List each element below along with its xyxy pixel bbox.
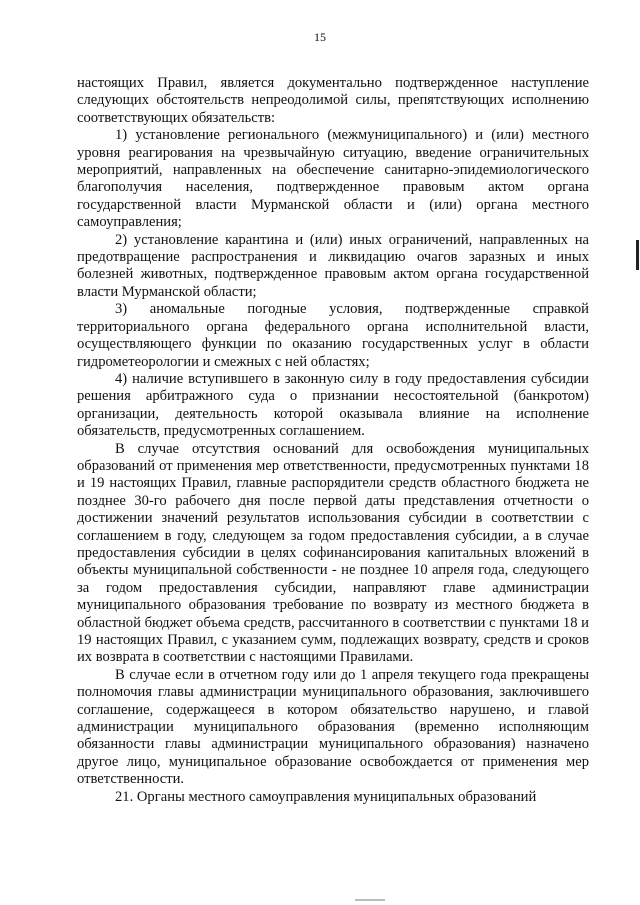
- paragraph-return-requirement: В случае отсутствия оснований для освобождения муниципальных образований от применения мер ответственности, предусмотренных пунктами 18 и 19 настоящих Правил, главные распорядители средств областного бюджета не позднее 30-го рабочего дня после первой даты представления отчетности о достижении значений результатов использования субсидии в соответствии с соглашением в году, следующем за годом предоставления субсидии, а в случае предоставления субсидии в целях софинансирования капитальных вложений в объекты муниципальной собственности - не позднее 10 апреля года, следующего за годом предоставления субсидии, направляют главе администрации муниципального образования требование по возврату из местного бюджета в областной бюджет объема средств, рассчитанного в соответствии с пунктами 18 и 19 настоящих Правил, с указанием сумм, подлежащих возврату, средств и сроков их возврата в соответствии с настоящими Правилами.: [77, 440, 589, 666]
- margin-mark: [636, 240, 639, 270]
- paragraph-exemption: В случае если в отчетном году или до 1 апреля текущего года прекращены полномочия главы администрации муниципального образования, заключившего соглашение, содержащееся в котором обязательство нарушено, и главой администрации муниципального образования (временно исполняющим обязанности главы администрации муниципального образования) назначено другое лицо, муниципальное образование освобождается от применения мер ответственности.: [77, 666, 589, 788]
- paragraph-clause-21: 21. Органы местного самоуправления муниципальных образований: [115, 788, 537, 805]
- paragraph-item-2: 2) установление карантина и (или) иных ограничений, направленных на предотвращение распространения и ликвидацию очагов заразных и иных болезней животных, подтвержденное правовым актом органа государственной власти Мурманской области;: [77, 231, 589, 300]
- document-body: [77, 75, 589, 806]
- paragraph-continuation: настоящих Правил, является документально подтвержденное наступление следующих обстоятельств непреодолимой силы, препятствующих исполнению соответствующих обязательств:: [77, 75, 589, 126]
- paragraph-item-1: 1) установление регионального (межмуниципального) и (или) местного уровня реагирования на чрезвычайную ситуацию, введение ограничительных мероприятий, направленных на обеспечение санитарно-эпидемиологического благополучия населения, подтвержденное правовым актом органа государственной власти Мурманской области и (или) органа местного самоуправления;: [77, 127, 589, 231]
- paragraph-item-3: 3) аномальные погодные условия, подтвержденные справкой территориального органа федерального органа исполнительной власти, осуществляющего функции по оказанию государственных услуг в области гидрометеорологии и смежных с ней областях;: [77, 301, 589, 370]
- page-number: 15: [314, 30, 326, 44]
- paragraph-item-4: 4) наличие вступившего в законную силу в году предоставления субсидии решения арбитражного суда о признании несостоятельной (банкротом) организации, деятельность которой оказывала влияние на исполнение обязательств, предусмотренных соглашением.: [77, 370, 589, 440]
- footer-mark: [355, 899, 385, 901]
